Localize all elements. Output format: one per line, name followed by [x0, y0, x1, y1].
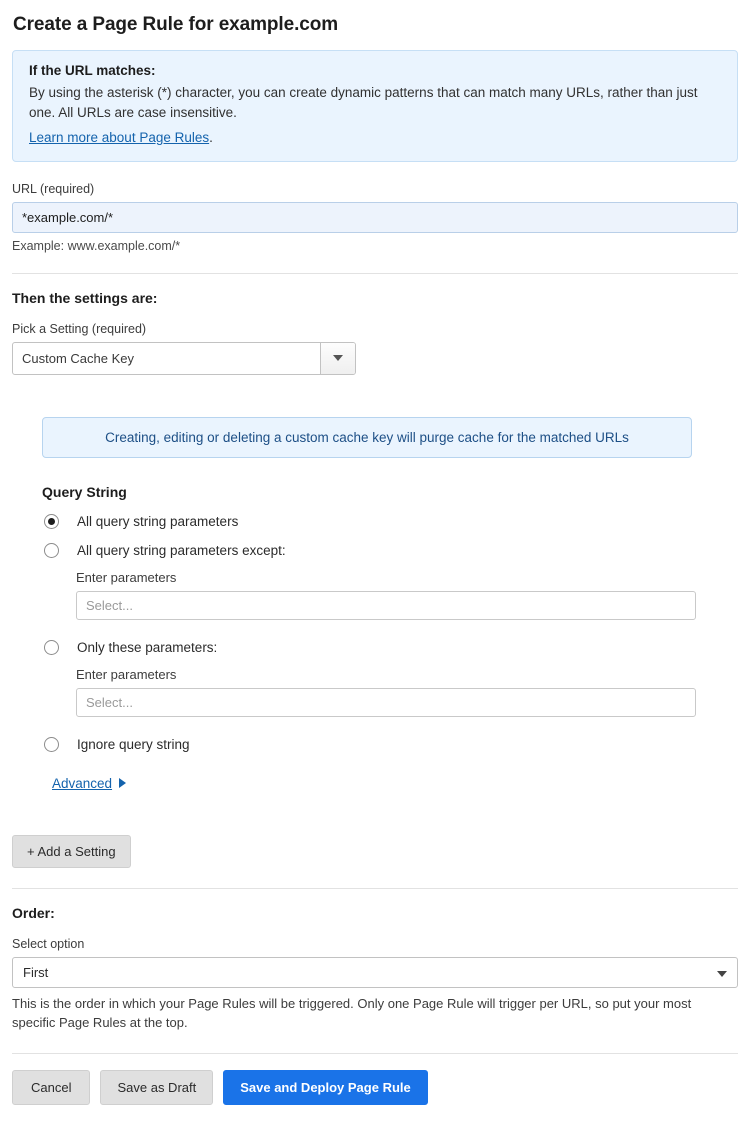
save-deploy-button[interactable]: Save and Deploy Page Rule [223, 1070, 428, 1105]
order-hint: This is the order in which your Page Rules will be triggered. Only one Page Rule will trigger per URL, so put your most specific Page Rules at the top. [12, 995, 692, 1030]
chevron-right-icon [119, 778, 126, 788]
page-title: Create a Page Rule for example.com [13, 14, 339, 35]
radio-ignore-query-string[interactable] [42, 737, 738, 752]
pick-setting-value: Custom Cache Key [22, 350, 134, 366]
radio-only-these[interactable] [42, 640, 738, 655]
radio-icon-all-except[interactable] [44, 543, 59, 558]
advanced-toggle[interactable] [52, 776, 126, 791]
add-setting-button[interactable]: + Add a Setting [12, 835, 131, 868]
add-setting-wrap [12, 835, 738, 868]
cancel-button[interactable]: Cancel [12, 1070, 90, 1105]
divider-actions [12, 1053, 738, 1054]
url-field-label: URL (required) [12, 181, 95, 196]
pick-setting-select[interactable] [12, 342, 356, 375]
radio-label-all-except: All query string parameters except: [77, 542, 286, 558]
settings-section-title: Then the settings are: [12, 289, 158, 306]
url-field-hint: Example: www.example.com/* [12, 238, 181, 253]
query-string-block [42, 484, 738, 793]
chevron-down-icon[interactable] [320, 343, 355, 374]
callout-link-period: . [209, 129, 213, 145]
radio-icon-ignore-query-string[interactable] [44, 737, 59, 752]
radio-label-all-params: All query string parameters [77, 513, 239, 529]
order-select-label: Select option [12, 936, 85, 951]
order-select-value: First [23, 964, 49, 980]
url-input[interactable] [12, 202, 738, 233]
callout-text: By using the asterisk (*) character, you can create dynamic patterns that can match many URLs, rather than just one. All URLs are case insensitive. [29, 85, 698, 120]
learn-more-link[interactable]: Learn more about Page Rules [29, 129, 210, 145]
radio-label-only-these: Only these parameters: [77, 639, 218, 655]
divider-settings [12, 273, 738, 274]
divider-order [12, 888, 738, 889]
only-parameters-input[interactable] [76, 688, 696, 717]
form-actions [12, 1070, 738, 1123]
order-section-title: Order: [12, 904, 55, 921]
radio-label-ignore-query-string: Ignore query string [77, 736, 190, 752]
radio-icon-all-params[interactable] [44, 514, 59, 529]
pick-setting-label: Pick a Setting (required) [12, 321, 147, 336]
purge-notice: Creating, editing or deleting a custom cache key will purge cache for the matched URLs [42, 417, 692, 458]
only-parameters-label: Enter parameters [76, 666, 177, 682]
order-select[interactable] [12, 957, 738, 988]
radio-icon-only-these[interactable] [44, 640, 59, 655]
radio-all-except[interactable] [42, 543, 738, 558]
except-parameters-label: Enter parameters [76, 569, 177, 585]
radio-all-params[interactable] [42, 514, 738, 529]
advanced-label: Advanced [52, 775, 113, 791]
callout-title: If the URL matches: [29, 63, 156, 78]
query-string-title: Query String [42, 483, 127, 500]
except-parameters-block [76, 570, 738, 620]
except-parameters-input[interactable] [76, 591, 696, 620]
save-draft-button[interactable]: Save as Draft [100, 1070, 213, 1105]
url-match-callout [12, 50, 738, 162]
chevron-down-icon-order [717, 971, 727, 977]
only-parameters-block [76, 667, 738, 717]
